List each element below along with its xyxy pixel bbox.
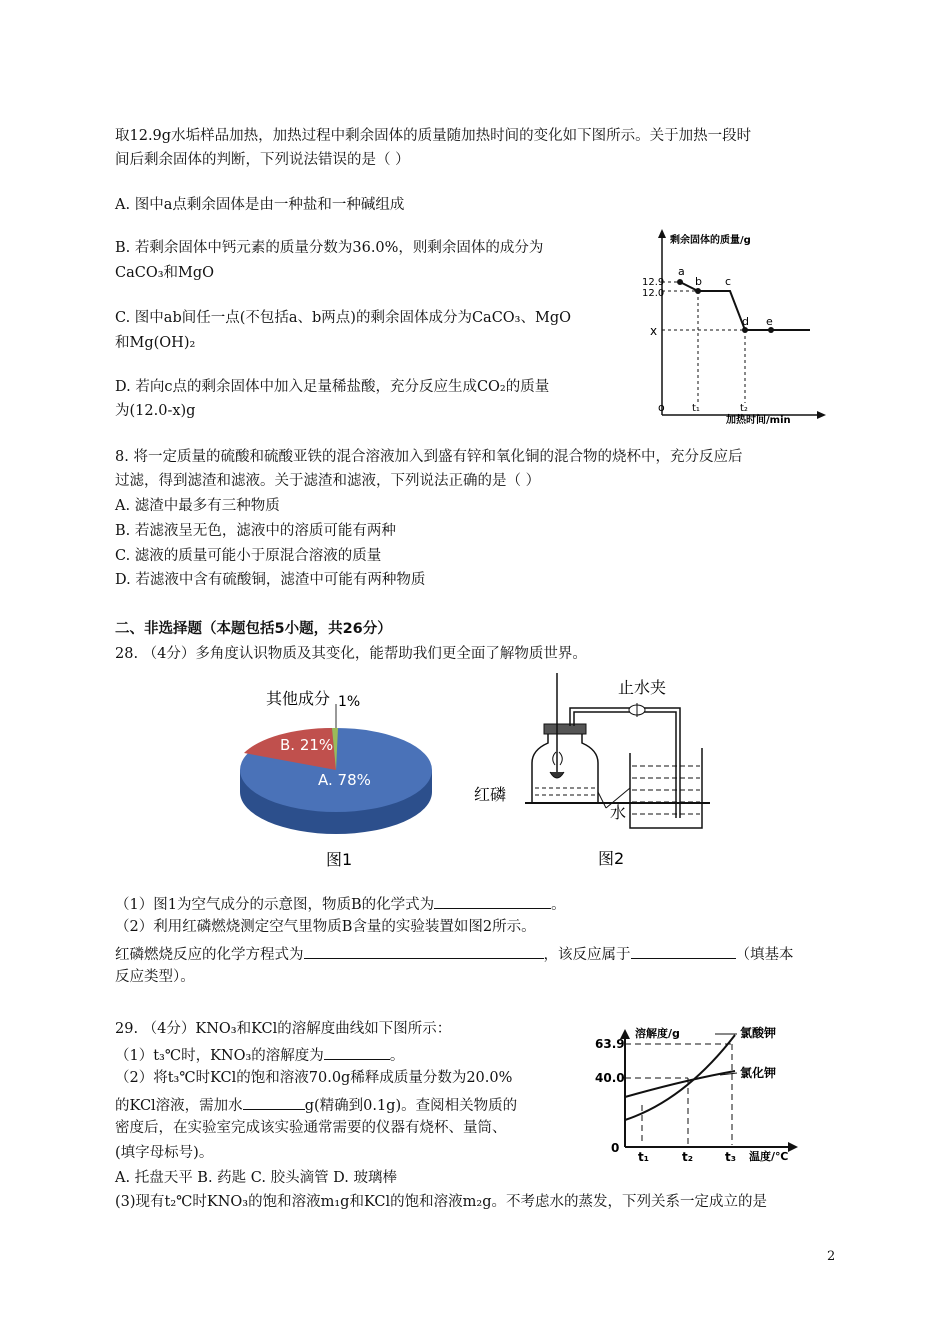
- q29-part-1-end: 。: [389, 1048, 405, 1064]
- q28-part-1: [115, 894, 566, 914]
- graph1-label-e: e: [766, 315, 773, 328]
- intro-option-a: A. 图中a点剩余固体是由一种盐和一种碱组成: [115, 197, 405, 213]
- graph1-label-a: a: [678, 265, 685, 278]
- q28-reaction-type-text: ，该反应属于: [543, 947, 631, 963]
- page-number: 2: [827, 1249, 836, 1264]
- solubility-tick-400: 40.0: [595, 1071, 625, 1085]
- phosphorus-apparatus: [470, 668, 720, 873]
- q29-options: A. 托盘天平 B. 药匙 C. 胶头滴管 D. 玻璃棒: [115, 1170, 398, 1186]
- pie-label-other: 其他成分: [266, 689, 331, 708]
- mass-time-graph: [640, 225, 840, 425]
- water-label: 水: [610, 803, 627, 822]
- q28-part-1-end: 。: [551, 897, 566, 913]
- q29-answer-blank-1[interactable]: [324, 1045, 390, 1060]
- pie-label-other-pct: 1%: [338, 694, 361, 710]
- solubility-t3: t₃: [725, 1150, 736, 1164]
- graph1-t1: t₁: [692, 403, 700, 414]
- q8-option-b: B. 若滤液呈无色，滤液中的溶质可能有两种: [115, 523, 396, 539]
- graph1-tick-120: 12.0: [642, 288, 665, 299]
- q8-line-1: 8. 将一定质量的硫酸和硫酸亚铁的混合溶液加入到盛有锌和氧化铜的混合物的烧杯中，充分反应后: [115, 449, 743, 465]
- intro-option-d-2: 为(12.0-x)g: [115, 403, 196, 419]
- figure-2-caption: 图2: [598, 849, 625, 868]
- q29-stem: 29. （4分）KNO₃和KCl的溶解度曲线如下图所示：: [115, 1021, 452, 1037]
- solubility-t2: t₂: [682, 1150, 693, 1164]
- clamp-label: 止水夹: [618, 678, 667, 697]
- graph1-tick-x: x: [650, 324, 658, 338]
- solubility-ylabel: 溶解度/g: [635, 1027, 680, 1040]
- q29-precision-text: g(精确到0.1g)。查阅相关物质的: [304, 1098, 518, 1114]
- graph1-point-b: [695, 288, 701, 294]
- pie-label-a: A. 78%: [318, 771, 371, 789]
- intro-line-2: 间后剩余固体的判断，下列说法错误的是（ ）: [115, 152, 410, 168]
- q29-part-2-line-4: (填字母标号)。: [115, 1145, 214, 1161]
- kcl-curve: [625, 1071, 735, 1097]
- graph1-label-b: b: [695, 275, 702, 288]
- q8-option-d: D. 若滤液中含有硫酸铜，滤渣中可能有两种物质: [115, 572, 426, 588]
- intro-line-1: 取12.9g水垢样品加热，加热过程中剩余固体的质量随加热时间的变化如下图所示。关于加热一段时: [115, 128, 752, 144]
- kcl-label: 氯化钾: [740, 1066, 777, 1080]
- intro-option-b-2: CaCO₃和MgO: [115, 265, 215, 281]
- q28-part-2: （2）利用红磷燃烧测定空气里物质B含量的实验装置如图2所示。: [115, 919, 536, 935]
- graph1-tick-129: 12.9: [642, 277, 665, 288]
- air-composition-pie: [230, 678, 445, 873]
- q28-answer-blank-3[interactable]: [631, 944, 736, 959]
- q29-part-3: (3)现有t₂℃时KNO₃的饱和溶液m₁g和KCl的饱和溶液m₂g。不考虑水的蒸发，下列关系一定成立的是: [115, 1194, 767, 1210]
- solubility-xlabel: 温度/℃: [749, 1150, 789, 1163]
- q8-option-c: C. 滤液的质量可能小于原混合溶液的质量: [115, 548, 382, 564]
- kno3-label: 氯酸钾: [740, 1026, 777, 1040]
- phosphorus-label: 红磷: [474, 785, 507, 804]
- intro-option-c-1: C. 图中ab间任一点(不包括a、b两点)的剩余固体成分为CaCO₃、MgO: [115, 310, 572, 326]
- pie-label-b: B. 21%: [280, 736, 334, 754]
- figure-1-caption: 图1: [326, 850, 353, 869]
- graph1-label-c: c: [725, 275, 732, 288]
- q28-part-2-end: 反应类型）。: [115, 969, 195, 985]
- q29-part-2-line-3: 密度后，在实验室完成该实验通常需要的仪器有烧杯、量筒、: [115, 1120, 507, 1136]
- solubility-tick-639: 63.9: [595, 1037, 625, 1051]
- q28-stem: 28. （4分）多角度认识物质及其变化，能帮助我们更全面了解物质世界。: [115, 646, 587, 662]
- intro-option-b-1: B. 若剩余固体中钙元素的质量分数为36.0%，则剩余固体的成分为: [115, 240, 544, 256]
- solubility-origin: 0: [611, 1141, 620, 1155]
- graph1-ylabel: 剩余固体的质量/g: [670, 235, 751, 246]
- graph1-origin: o: [658, 401, 665, 414]
- intro-option-c-2: 和Mg(OH)₂: [115, 335, 196, 351]
- section-2-title: 二、非选择题（本题包括5小题，共26分）: [115, 621, 392, 637]
- intro-option-d-1: D. 若向c点的剩余固体中加入足量稀盐酸，充分反应生成CO₂的质量: [115, 379, 550, 395]
- solubility-curve-graph: [595, 1025, 810, 1165]
- q28-fill-basic-text: （填基本: [735, 947, 794, 963]
- q28-answer-blank-2[interactable]: [304, 944, 544, 959]
- graph1-t2: t₂: [740, 403, 748, 414]
- q28-part-2-equation: [115, 944, 794, 964]
- graph1-label-d: d: [742, 315, 749, 328]
- q8-line-2: 过滤，得到滤渣和滤液。关于滤渣和滤液，下列说法正确的是（ ）: [115, 473, 541, 489]
- graph1-point-a: [677, 279, 683, 285]
- solubility-t1: t₁: [638, 1150, 649, 1164]
- q29-part-2-line-1: （2）将t₃℃时KCl的饱和溶液70.0g稀释成质量分数为20.0%: [115, 1070, 513, 1086]
- q28-equation-text: 红磷燃烧反应的化学方程式为: [115, 947, 304, 963]
- q29-part-2-line-2: [115, 1095, 517, 1115]
- q29-part-1: [115, 1045, 404, 1065]
- q29-part-1-text: （1）t₃℃时，KNO₃的溶解度为: [115, 1048, 324, 1064]
- q29-answer-blank-2[interactable]: [243, 1095, 305, 1110]
- q28-answer-blank-1[interactable]: [434, 894, 551, 909]
- q29-add-water-text: 的KCl溶液，需加水: [115, 1098, 243, 1114]
- q28-part-1-text: （1）图1为空气成分的示意图，物质B的化学式为: [115, 897, 435, 913]
- q8-option-a: A. 滤渣中最多有三种物质: [115, 498, 280, 514]
- graph1-xlabel: 加热时间/min: [726, 415, 791, 425]
